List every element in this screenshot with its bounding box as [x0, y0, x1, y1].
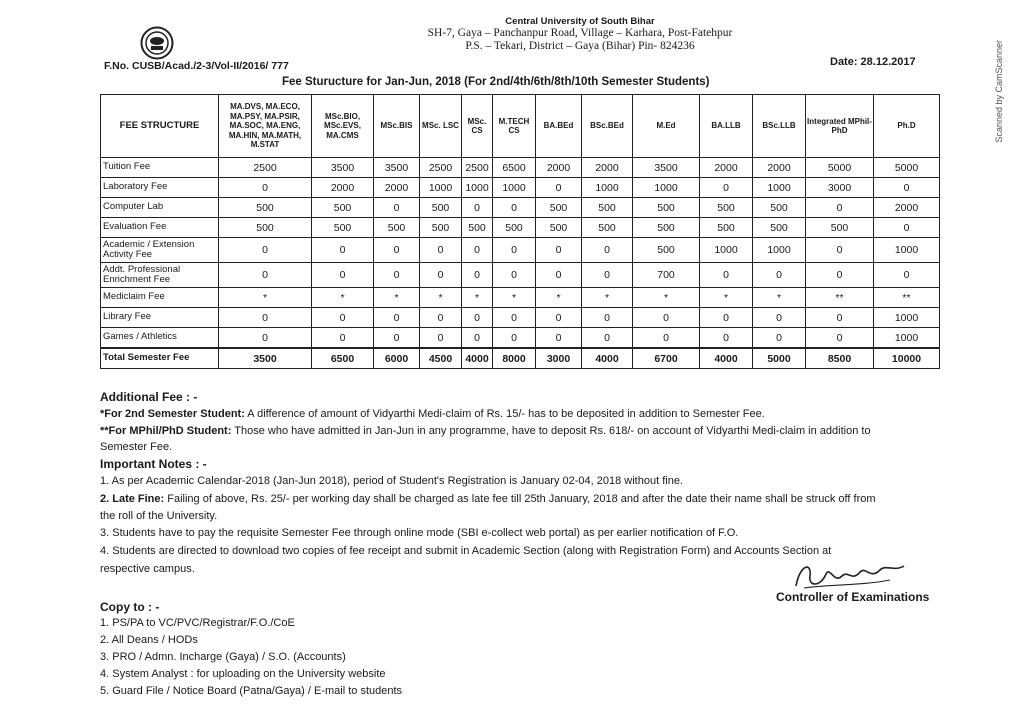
fee-amount-cell: 0 [219, 328, 312, 349]
fee-amount-cell: 2000 [536, 158, 582, 178]
fee-amount-cell: 0 [536, 263, 582, 288]
fee-amount-cell: 1000 [874, 328, 940, 349]
fee-amount-cell: 5000 [874, 158, 940, 178]
fee-amount-cell: 500 [420, 198, 462, 218]
fee-amount-cell: 2000 [374, 178, 420, 198]
fee-amount-cell: 500 [633, 198, 700, 218]
fee-amount-cell: 0 [700, 263, 753, 288]
fee-amount-cell: 0 [582, 308, 633, 328]
fee-amount-cell: 0 [374, 328, 420, 349]
fee-amount-cell: 4500 [420, 348, 462, 369]
scan-watermark: Scanned by CamScanner [994, 40, 1004, 143]
fee-amount-cell: 1000 [582, 178, 633, 198]
fee-amount-cell: 0 [493, 308, 536, 328]
fee-amount-cell: 0 [582, 328, 633, 349]
fee-amount-cell: 0 [374, 308, 420, 328]
fee-amount-cell: * [493, 288, 536, 308]
fee-amount-cell: 0 [420, 328, 462, 349]
fee-amount-cell: * [462, 288, 493, 308]
column-header: MA.DVS, MA.ECO, MA.PSY, MA.PSIR, MA.SOC, MA.ENG, MA.HIN, MA.MATH, M.STAT [219, 95, 312, 158]
copy-to-item: 1. PS/PA to VC/PVC/Registrar/F.O./CoE [100, 617, 295, 629]
fee-amount-cell: 0 [536, 308, 582, 328]
additional-note-2-lead: **For MPhil/PhD Student: [100, 425, 232, 437]
fee-amount-cell: 0 [806, 198, 874, 218]
fee-amount-cell: 500 [700, 218, 753, 238]
fee-amount-cell: 500 [219, 198, 312, 218]
fee-amount-cell: ** [874, 288, 940, 308]
fee-amount-cell: 3000 [536, 348, 582, 369]
fee-amount-cell: 1000 [420, 178, 462, 198]
fee-amount-cell: 3500 [374, 158, 420, 178]
university-emblem-icon [140, 26, 174, 60]
fee-amount-cell: 500 [633, 238, 700, 263]
fee-amount-cell: * [633, 288, 700, 308]
fee-table-title: Fee Sturucture for Jan-Jun, 2018 (For 2nd/4th/6th/8th/10th Semester Students) [282, 76, 710, 88]
note-4: 4. Students are directed to download two copies of fee receipt and submit in Academic Section (along with Registration Form) and Accounts Section at [100, 545, 832, 557]
fee-amount-cell: 500 [582, 218, 633, 238]
fee-amount-cell: 0 [312, 308, 374, 328]
fee-amount-cell: 0 [420, 238, 462, 263]
letterhead [380, 16, 780, 53]
fee-amount-cell: 0 [462, 198, 493, 218]
fee-head-label: Tuition Fee [101, 158, 219, 178]
fee-amount-cell: 500 [312, 198, 374, 218]
fee-head-label: Addt. Professional Enrichment Fee [101, 263, 219, 288]
note-2-lead: 2. Late Fine: [100, 493, 165, 505]
fee-amount-cell: 500 [219, 218, 312, 238]
fee-amount-cell: 0 [219, 308, 312, 328]
fee-amount-cell: 8000 [493, 348, 536, 369]
fee-amount-cell: 1000 [633, 178, 700, 198]
fee-amount-cell: 0 [420, 263, 462, 288]
note-2-text: Failing of above, Rs. 25/- per working day shall be charged as late fee till 25th January, 2018 and after the date their name shall be struck off from [164, 493, 876, 505]
fee-amount-cell: 500 [700, 198, 753, 218]
fee-amount-cell: 2000 [874, 198, 940, 218]
fee-row [101, 238, 940, 263]
additional-note-2-cont: Semester Fee. [100, 441, 173, 453]
fee-amount-cell: 500 [420, 218, 462, 238]
fee-row [101, 178, 940, 198]
address-line-2: P.S. – Tekari, District – Gaya (Bihar) Pin- 824236 [465, 40, 695, 52]
fee-amount-cell: 1000 [753, 178, 806, 198]
fee-amount-cell: 0 [806, 328, 874, 349]
fee-structure-table [100, 94, 940, 369]
fee-amount-cell: 0 [462, 328, 493, 349]
fee-row [101, 263, 940, 288]
fee-head-label: Academic / Extension Activity Fee [101, 238, 219, 263]
fee-amount-cell: 0 [582, 263, 633, 288]
fee-amount-cell: * [536, 288, 582, 308]
fee-amount-cell: 500 [633, 218, 700, 238]
fee-head-label: Mediclaim Fee [101, 288, 219, 308]
fee-row [101, 288, 940, 308]
university-name: Central University of South Bihar [505, 16, 655, 27]
column-header: Ph.D [874, 95, 940, 158]
fee-amount-cell: 0 [753, 328, 806, 349]
fee-amount-cell: 1000 [462, 178, 493, 198]
fee-amount-cell: 0 [582, 238, 633, 263]
column-header: BSc.LLB [753, 95, 806, 158]
signature-icon [790, 558, 910, 594]
note-4-cont: respective campus. [100, 563, 195, 575]
fee-row [101, 308, 940, 328]
fee-amount-cell: 0 [462, 308, 493, 328]
additional-note-1-lead: *For 2nd Semester Student: [100, 408, 245, 420]
fee-amount-cell: 0 [874, 263, 940, 288]
fee-amount-cell: 0 [219, 178, 312, 198]
fee-amount-cell: 0 [219, 263, 312, 288]
table-header-row [101, 95, 940, 158]
fee-head-label: Laboratory Fee [101, 178, 219, 198]
fee-amount-cell: * [219, 288, 312, 308]
fee-amount-cell: ** [806, 288, 874, 308]
fee-head-label: Computer Lab [101, 198, 219, 218]
total-row [101, 348, 940, 369]
column-header: MSc. LSC [420, 95, 462, 158]
fee-amount-cell: 6500 [493, 158, 536, 178]
header-corner: FEE STRUCTURE [101, 95, 219, 158]
fee-amount-cell: 0 [806, 308, 874, 328]
fee-amount-cell: 0 [420, 308, 462, 328]
copy-to-heading: Copy to : - [100, 600, 160, 614]
fee-amount-cell: 500 [493, 218, 536, 238]
fee-amount-cell: 3500 [312, 158, 374, 178]
fee-amount-cell: 0 [536, 328, 582, 349]
fee-amount-cell: 3000 [806, 178, 874, 198]
fee-amount-cell: 2000 [312, 178, 374, 198]
fee-amount-cell: 500 [582, 198, 633, 218]
fee-amount-cell: 6500 [312, 348, 374, 369]
fee-amount-cell: 8500 [806, 348, 874, 369]
fee-amount-cell: 0 [700, 178, 753, 198]
fee-amount-cell: 0 [374, 238, 420, 263]
fee-row [101, 218, 940, 238]
fee-row [101, 158, 940, 178]
fee-amount-cell: * [582, 288, 633, 308]
fee-amount-cell: 1000 [493, 178, 536, 198]
fee-amount-cell: 5000 [753, 348, 806, 369]
fee-amount-cell: 1000 [874, 238, 940, 263]
fee-amount-cell: 4000 [700, 348, 753, 369]
fee-amount-cell: 0 [219, 238, 312, 263]
fee-amount-cell: * [312, 288, 374, 308]
address-line-1: SH-7, Gaya – Panchanpur Road, Village – Karhara, Post-Fatehpur [427, 27, 733, 39]
column-header: M.Ed [633, 95, 700, 158]
additional-note-2-text: Those who have admitted in Jan-Jun in any programme, have to deposit Rs. 618/- on account of Vidyarthi Medi-claim in addition to [231, 425, 871, 437]
important-notes-heading: Important Notes : - [100, 457, 207, 471]
fee-amount-cell: 0 [493, 328, 536, 349]
fee-amount-cell: 1000 [753, 238, 806, 263]
signatory-title: Controller of Examinations [776, 590, 930, 604]
fee-amount-cell: 4000 [462, 348, 493, 369]
additional-note-2 [100, 425, 871, 437]
fee-amount-cell: 500 [806, 218, 874, 238]
fee-amount-cell: 700 [633, 263, 700, 288]
fee-amount-cell: 2000 [700, 158, 753, 178]
fee-amount-cell: 0 [374, 198, 420, 218]
fee-head-label: Evaluation Fee [101, 218, 219, 238]
fee-amount-cell: 0 [374, 263, 420, 288]
copy-to-item: 2. All Deans / HODs [100, 634, 198, 646]
fee-amount-cell: 4000 [582, 348, 633, 369]
fee-amount-cell: 1000 [700, 238, 753, 263]
column-header: BA.LLB [700, 95, 753, 158]
fee-amount-cell: 0 [806, 238, 874, 263]
fee-head-label: Total Semester Fee [101, 348, 219, 369]
column-header: BA.BEd [536, 95, 582, 158]
fee-amount-cell: 5000 [806, 158, 874, 178]
fee-amount-cell: 0 [753, 263, 806, 288]
copy-to-item: 4. System Analyst : for uploading on the University website [100, 668, 386, 680]
note-2 [100, 493, 876, 505]
fee-amount-cell: 500 [374, 218, 420, 238]
fee-amount-cell: 0 [753, 308, 806, 328]
fee-amount-cell: * [753, 288, 806, 308]
notice-date: Date: 28.12.2017 [830, 56, 916, 68]
note-3: 3. Students have to pay the requisite Semester Fee through online mode (SBI e-collect web portal) as per earlier notification of F.O. [100, 527, 739, 539]
fee-amount-cell: 0 [874, 218, 940, 238]
fee-amount-cell: 0 [536, 238, 582, 263]
additional-note-1-text: A difference of amount of Vidyarthi Medi-claim of Rs. 15/- has to be deposited in addition to Semester Fee. [244, 408, 765, 420]
additional-fee-heading: Additional Fee : - [100, 390, 198, 404]
file-number: F.No. CUSB/Acad./2-3/Vol-II/2016/ 777 [104, 60, 289, 72]
fee-amount-cell: 0 [462, 263, 493, 288]
column-header: MSc. CS [462, 95, 493, 158]
fee-row [101, 328, 940, 349]
column-header: M.TECH CS [493, 95, 536, 158]
note-2-cont: the roll of the University. [100, 510, 218, 522]
fee-amount-cell: 0 [493, 198, 536, 218]
column-header: MSc.BIO, MSc.EVS, MA.CMS [312, 95, 374, 158]
fee-amount-cell: 0 [700, 328, 753, 349]
copy-to-item: 3. PRO / Admn. Incharge (Gaya) / S.O. (Accounts) [100, 651, 346, 663]
fee-amount-cell: 500 [312, 218, 374, 238]
fee-amount-cell: 1000 [874, 308, 940, 328]
fee-amount-cell: * [420, 288, 462, 308]
fee-amount-cell: 0 [493, 263, 536, 288]
fee-amount-cell: 3500 [219, 348, 312, 369]
fee-amount-cell: 2500 [219, 158, 312, 178]
copy-to-item: 5. Guard File / Notice Board (Patna/Gaya) / E-mail to students [100, 685, 403, 697]
fee-head-label: Games / Athletics [101, 328, 219, 349]
fee-amount-cell: 0 [806, 263, 874, 288]
fee-amount-cell: 500 [536, 218, 582, 238]
fee-amount-cell: 0 [633, 328, 700, 349]
fee-amount-cell: 0 [312, 263, 374, 288]
fee-amount-cell: 0 [462, 238, 493, 263]
fee-amount-cell: 500 [753, 198, 806, 218]
fee-amount-cell: * [700, 288, 753, 308]
fee-row [101, 198, 940, 218]
fee-amount-cell: 2000 [582, 158, 633, 178]
fee-amount-cell: 500 [536, 198, 582, 218]
fee-amount-cell: 3500 [633, 158, 700, 178]
fee-amount-cell: 6700 [633, 348, 700, 369]
fee-amount-cell: 2500 [462, 158, 493, 178]
fee-amount-cell: 0 [700, 308, 753, 328]
fee-head-label: Library Fee [101, 308, 219, 328]
fee-amount-cell: 0 [633, 308, 700, 328]
fee-amount-cell: 2000 [753, 158, 806, 178]
column-header: MSc.BIS [374, 95, 420, 158]
fee-amount-cell: 2500 [420, 158, 462, 178]
fee-amount-cell: 0 [536, 178, 582, 198]
fee-amount-cell: 6000 [374, 348, 420, 369]
fee-amount-cell: * [374, 288, 420, 308]
column-header: Integrated MPhil-PhD [806, 95, 874, 158]
fee-amount-cell: 0 [312, 238, 374, 263]
fee-amount-cell: 500 [462, 218, 493, 238]
fee-amount-cell: 500 [753, 218, 806, 238]
fee-table-body [101, 158, 940, 369]
fee-amount-cell: 0 [493, 238, 536, 263]
additional-note-1 [100, 408, 765, 420]
note-1: 1. As per Academic Calendar-2018 (Jan-Jun 2018), period of Student's Registration is January 02-04, 2018 without fine. [100, 475, 683, 487]
fee-amount-cell: 0 [312, 328, 374, 349]
fee-amount-cell: 10000 [874, 348, 940, 369]
column-header: BSc.BEd [582, 95, 633, 158]
fee-amount-cell: 0 [874, 178, 940, 198]
